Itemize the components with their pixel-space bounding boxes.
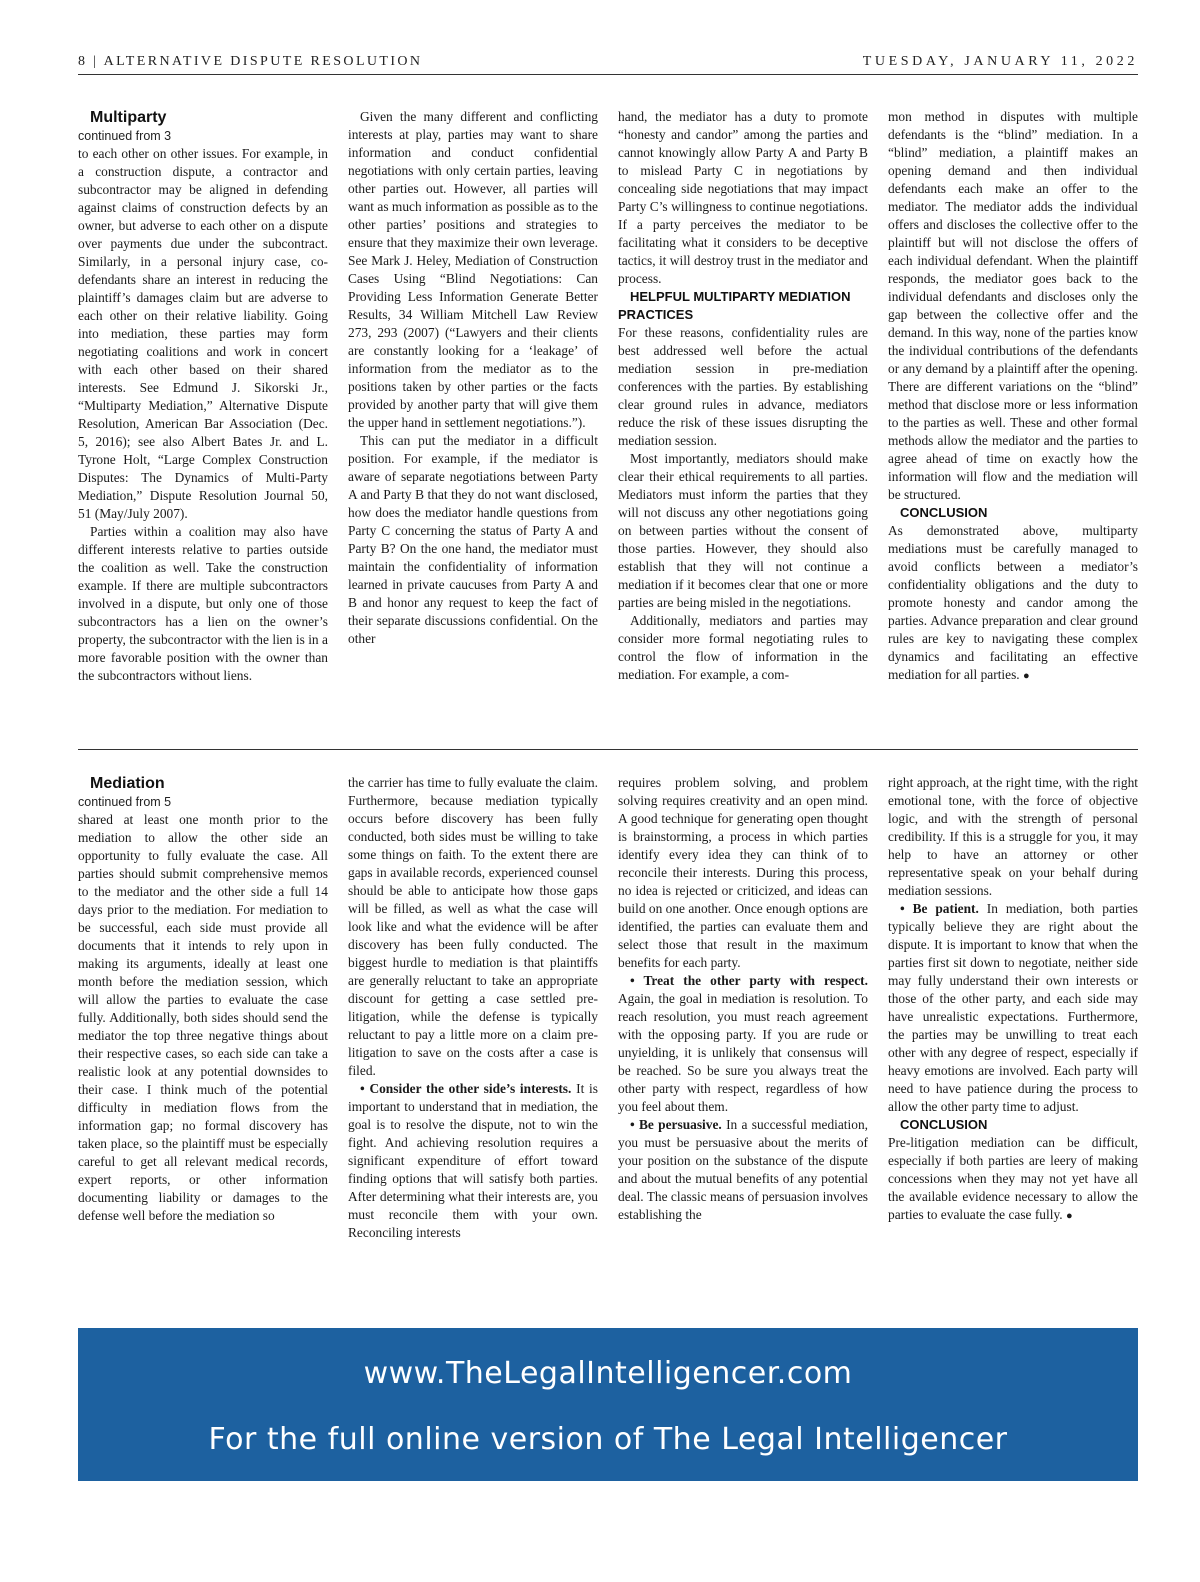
multiparty-column-3: [618, 108, 868, 684]
conclusion-text: As demonstrated above, multiparty mediations must be carefully managed to avoid conflicts between a mediator’s confidentiality obligations and the duty to promote honesty and candor among the parties. Advance preparation and clear ground rules are key to navigating these complex dynamics and facilitating an effective mediation for all parties.: [888, 523, 1138, 682]
bullet-paragraph: [348, 1080, 598, 1242]
paragraph: Parties within a coalition may also have different interests relative to parties outside the coalition as well. Take the construction example. If there are multiple subcontractors involved in a dispute, but only one of those subcontractors has a lien on the owner’s property, the subcontractor with the lien is in a more favorable position with the owner than the subcontractors without liens.: [78, 524, 328, 683]
page-header: [78, 52, 1138, 72]
bullet-label: • Treat the other party with respect.: [630, 973, 868, 988]
newspaper-page: [78, 0, 1138, 1582]
article-title: Mediation: [90, 775, 165, 792]
bullet-paragraph: [618, 1116, 868, 1224]
paragraph: [888, 522, 1138, 685]
bullet-text: In mediation, both parties typically believe they are right about the dispute. It is important to know that when the parties first sit down to negotiate, neither side may fully understand their own interests or those of the other party, and each side may have unrealistic expectations. Furthermore, the parties may be unwilling to treat each other with any degree of respect, especially if heavy emotions are involved. Each party will need to have patience during the process to allow the other party time to adjust.: [888, 901, 1138, 1114]
paragraph: requires problem solving, and problem solving requires creativity and an open mind. A good technique for generating open thought is brainstorming, a process in which parties identify every idea they can think of to reconcile their interests. During this process, no idea is rejected or criticized, and ideas can build on one another. Once enough options are identified, the parties can evaluate them and select those that result in the maximum benefits for each party.: [618, 775, 868, 970]
article-divider: [78, 749, 1138, 750]
paragraph: hand, the mediator has a duty to promote “honesty and candor” among the parties and cannot knowingly allow Party A and Party B to mislead Party C in negotiations by concealing side negotiations that may impact Party C’s willingness to continue negotiations. If a party perceives the mediator to be facilitating what it considers to be deceptive tactics, it will destroy trust in the mediator and process.: [618, 109, 868, 286]
bullet-label: • Be persuasive.: [630, 1117, 722, 1132]
paragraph: For these reasons, confidentiality rules are best addressed well before the actual mediation session in pre-mediation conferences with the parties. By establishing clear ground rules in advance, mediators reduce the risk of these issues disrupting the mediation session.: [618, 325, 868, 448]
bullet-paragraph: [618, 972, 868, 1116]
subheading: CONCLUSION: [900, 505, 988, 520]
section-folio: 8 | ALTERNATIVE DISPUTE RESOLUTION: [78, 54, 423, 69]
multiparty-column-2: [348, 108, 598, 648]
paragraph: This can put the mediator in a difficult position. For example, if the mediator is aware of separate negotiations between Party A and Party B that they do not want disclosed, how does the mediator handle questions from Party C concerning the status of Party A and Party B? On the one hand, the mediator must maintain the confidentiality of information learned in private caucuses from Party A and B and honor any request to keep the fact of their separate discussions confidential. On the other: [348, 433, 598, 646]
paragraph: mon method in disputes with multiple defendants is the “blind” mediation. In a “blind” mediation, a plaintiff makes an opening demand and then individual defendants each make an offer to the mediator. The mediator adds the individual offers and discloses the collective offer to the plaintiff but will not disclose the offers of each individual defendant. When the plaintiff responds, the mediator goes back to the individual defendants and discloses only the gap between the collective offer and the demand. In this way, none of the parties know the individual contributions of the defendants or any demand by a plaintiff after the opening. There are different variations on the “blind” method that disclose more or less information to the parties as well. These and other formal methods allow the mediator and the parties to agree ahead of time on exactly how the information will flow and the mediation will be structured.: [888, 109, 1138, 502]
mediation-column-1: [78, 774, 328, 1225]
subheading: HELPFUL MULTIPARTY MEDIATION PRACTICES: [618, 289, 851, 322]
multiparty-column-1: [78, 108, 328, 685]
multiparty-column-4: [888, 108, 1138, 685]
article-title: Multiparty: [90, 109, 167, 126]
paragraph: the carrier has time to fully evaluate the claim. Furthermore, because mediation typically occurs before discovery has been fully conducted, both sides must be willing to take some things on faith. To the extent there are gaps in available records, experienced counsel should be able to anticipate how those gaps will be filled, as well as what the case will look like and what the evidence will be after discovery has been fully conducted. The biggest hurdle to mediation is that plaintiffs are generally reluctant to take an appropriate discount for getting a case settled pre-litigation, while the defense is typically reluctant to pay a little more on a claim pre-litigation to save on the costs after a case is filed.: [348, 775, 598, 1078]
paragraph: Most importantly, mediators should make clear their ethical requirements to all parties. Mediators must inform the parties that they will not discuss any other negotiations going on between parties without the consent of those parties. However, they should also establish that they will not continue a mediation if it becomes clear that one or more parties are being misled in the negotiations.: [618, 451, 868, 610]
paragraph: to each other on other issues. For example, in a construction dispute, a contractor and subcontractor may be aligned in defending against claims of construction defects by an owner, but adverse to each other on a dispute over payments due under the subcontract. Similarly, in a personal injury case, co-defendants share an interest in reducing the plaintiff’s damages claim but are adverse to each other on their relative liability. Going into mediation, these parties may form negotiating coalitions and work in concert with each other based on their shared interests. See Edmund J. Sikorski Jr., “Multiparty Mediation,” Alternative Dispute Resolution, American Bar Association (Dec. 5, 2016); see also Albert Bates Jr. and L. Tyrone Holt, “Large Complex Construction Disputes: The Dynamics of Multi-Party Mediation,” Dispute Resolution Journal 50, 51 (May/July 2007).: [78, 146, 328, 521]
bullet-text: In a successful mediation, you must be persuasive about the merits of your position on the substance of the dispute and about the mutual benefits of any potential deal. The classic means of persuasion involves establishing the: [618, 1117, 869, 1222]
bullet-paragraph: [888, 900, 1138, 1116]
paragraph: right approach, at the right time, with the right emotional tone, with the force of objective logic, and with the strength of personal credibility. If this is a struggle for you, it may help to have an attorney or other representative speak on your behalf during mediation sessions.: [888, 775, 1138, 898]
mediation-column-3: [618, 774, 868, 1224]
conclusion-text: Pre-litigation mediation can be difficult, especially if both parties are leery of making concessions when they may not yet have all the available evidence necessary to allow the parties to evaluate the case fully.: [888, 1135, 1138, 1222]
website-link[interactable]: www.TheLegalIntelligencer.com: [363, 1356, 853, 1391]
banner-tagline: For the full online version of The Legal Intelligencer: [208, 1422, 1008, 1457]
header-rule: [78, 74, 1138, 75]
mediation-column-2: [348, 774, 598, 1242]
continued-line: continued from 5: [78, 795, 172, 809]
end-mark-icon: ●: [1065, 1210, 1073, 1222]
promo-banner[interactable]: [78, 1328, 1138, 1481]
issue-date: TUESDAY, JANUARY 11, 2022: [862, 54, 1138, 69]
paragraph: shared at least one month prior to the mediation to allow the other side an opportunity to fully evaluate the case. All parties should submit comprehensive memos to the mediator and the other side a full 14 days prior to the mediation. For mediation to be successful, each side must provide all documents that it intends to rely upon in making its arguments, ideally at least one month before the mediation session, which will allow the parties to evaluate the case fully. Additionally, both sides should send the mediator the top three negative things about their respective cases, so each side can take a realistic look at any potential downsides to their case. I think much of the potential difficulty in mediation flows from the information gap; no formal discovery has taken place, so the plaintiff must be especially careful to get all relevant medical records, expert reports, or other information documenting liability or damages to the defense well before the mediation so: [78, 812, 328, 1223]
paragraph: [888, 1134, 1138, 1225]
bullet-text: It is important to understand that in mediation, the goal is to resolve the dispute, not to win the fight. And achieving resolution requires a significant expenditure of effort toward finding options that will satisfy both parties. After determining what their interests are, you must reconcile them with your own. Reconciling interests: [348, 1081, 598, 1240]
continued-line: continued from 3: [78, 129, 172, 143]
bullet-label: • Consider the other side’s interests.: [360, 1081, 572, 1096]
subheading: CONCLUSION: [900, 1117, 988, 1132]
mediation-column-4: [888, 774, 1138, 1225]
bullet-text: Again, the goal in mediation is resolution. To reach resolution, you must reach agreement with the opposing party. If you are rude or unyielding, it is unlikely that consensus will be reached. So be sure you always treat the other party with respect, regardless of how you feel about them.: [618, 991, 868, 1114]
paragraph: Additionally, mediators and parties may consider more formal negotiating rules to control the flow of information in the mediation. For example, a com-: [618, 613, 868, 682]
end-mark-icon: ●: [1023, 670, 1030, 682]
bullet-label: • Be patient.: [900, 901, 979, 916]
paragraph: Given the many different and conflicting interests at play, parties may want to share information and conduct confidential negotiations with only certain parties, leaving other parties out. However, all parties will want as much information as possible as to the other parties’ positions and strategies to ensure that they maximize their own leverage. See Mark J. Heley, Mediation of Construction Cases Using “Blind Negotiations: Can Providing Less Information Generate Better Results, 34 William Mitchell Law Review 273, 293 (2007) (“Lawyers and their clients are constantly looking for a ‘leakage’ of information from the mediator as to the positions taken by other parties or the facts provided by another party that will give them the upper hand in settlement negotiations.”).: [348, 109, 598, 430]
